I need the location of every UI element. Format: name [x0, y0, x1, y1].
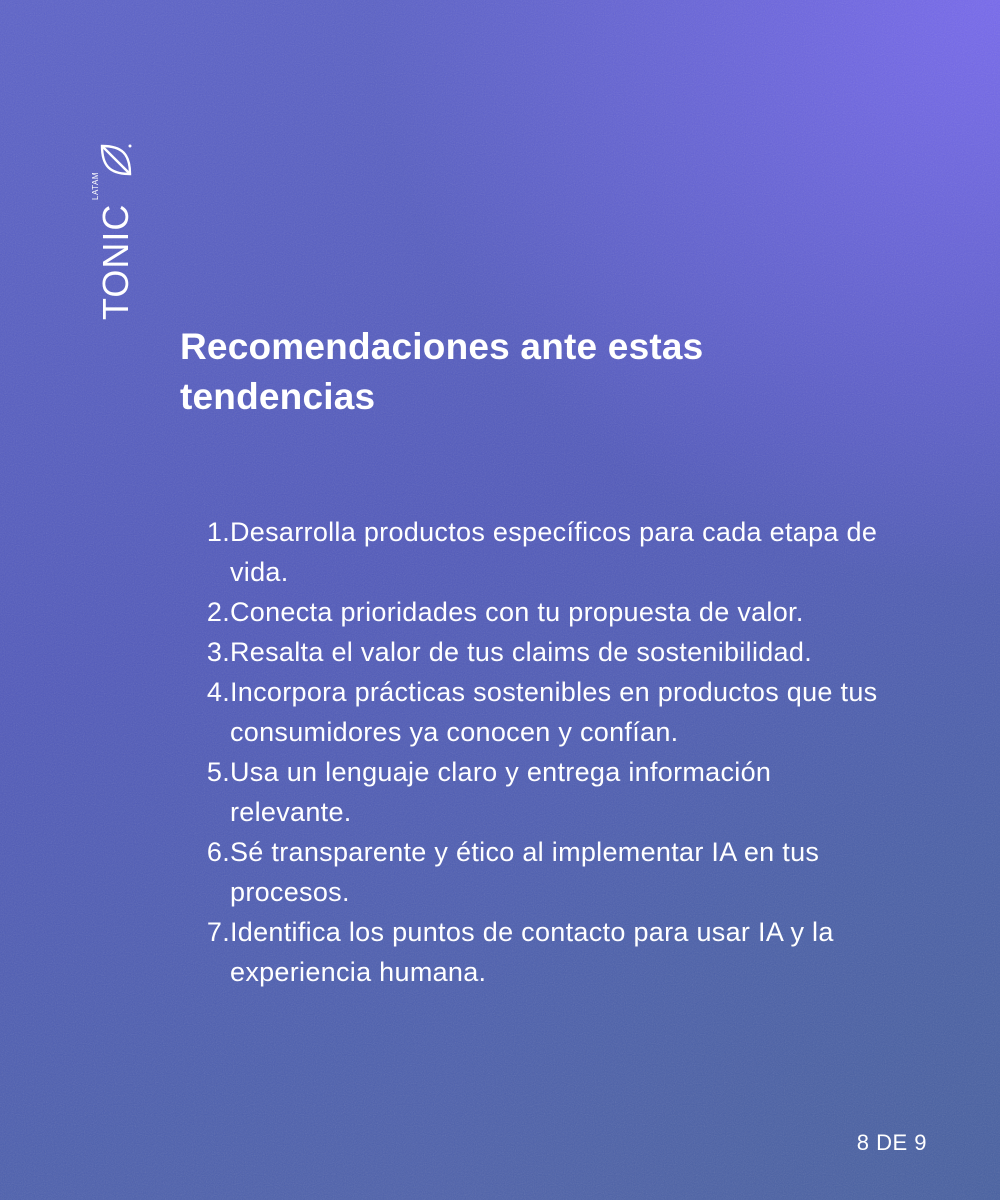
item-number: 5.	[206, 757, 230, 787]
list-item	[200, 752, 900, 832]
list-item	[200, 832, 900, 912]
item-number: 4.	[206, 677, 230, 707]
item-text: Incorpora prácticas sostenibles en productos que tus consumidores ya conocen y confían.	[230, 677, 878, 747]
item-number: 6.	[206, 837, 230, 867]
page-title: Recomendaciones ante estas tendencias	[180, 326, 704, 417]
item-number: 2.	[206, 597, 230, 627]
list-item	[200, 672, 900, 752]
item-number: 7.	[206, 917, 230, 947]
page-counter: 8 DE 9	[856, 1130, 927, 1155]
brand-name: TONIC	[95, 203, 136, 320]
item-text: Conecta prioridades con tu propuesta de valor.	[230, 597, 804, 627]
list-item	[200, 912, 900, 992]
list-item	[200, 512, 900, 592]
brand-logo	[62, 120, 136, 320]
list-item	[200, 592, 900, 632]
item-text: Usa un lenguaje claro y entrega información relevante.	[230, 757, 772, 827]
item-text: Resalta el valor de tus claims de sostenibilidad.	[230, 637, 812, 667]
item-number: 3.	[206, 637, 230, 667]
tonic-leaf-logo-icon	[96, 140, 136, 180]
list-item	[200, 632, 900, 672]
item-text: Desarrolla productos específicos para cada etapa de vida.	[230, 517, 878, 587]
item-text: Sé transparente y ético al implementar IA en tus procesos.	[230, 837, 820, 907]
item-text: Identifica los puntos de contacto para usar IA y la experiencia humana.	[230, 917, 834, 987]
brand-region: LATAM	[91, 172, 100, 200]
item-number: 1.	[206, 517, 230, 547]
recommendations-list	[200, 512, 900, 992]
